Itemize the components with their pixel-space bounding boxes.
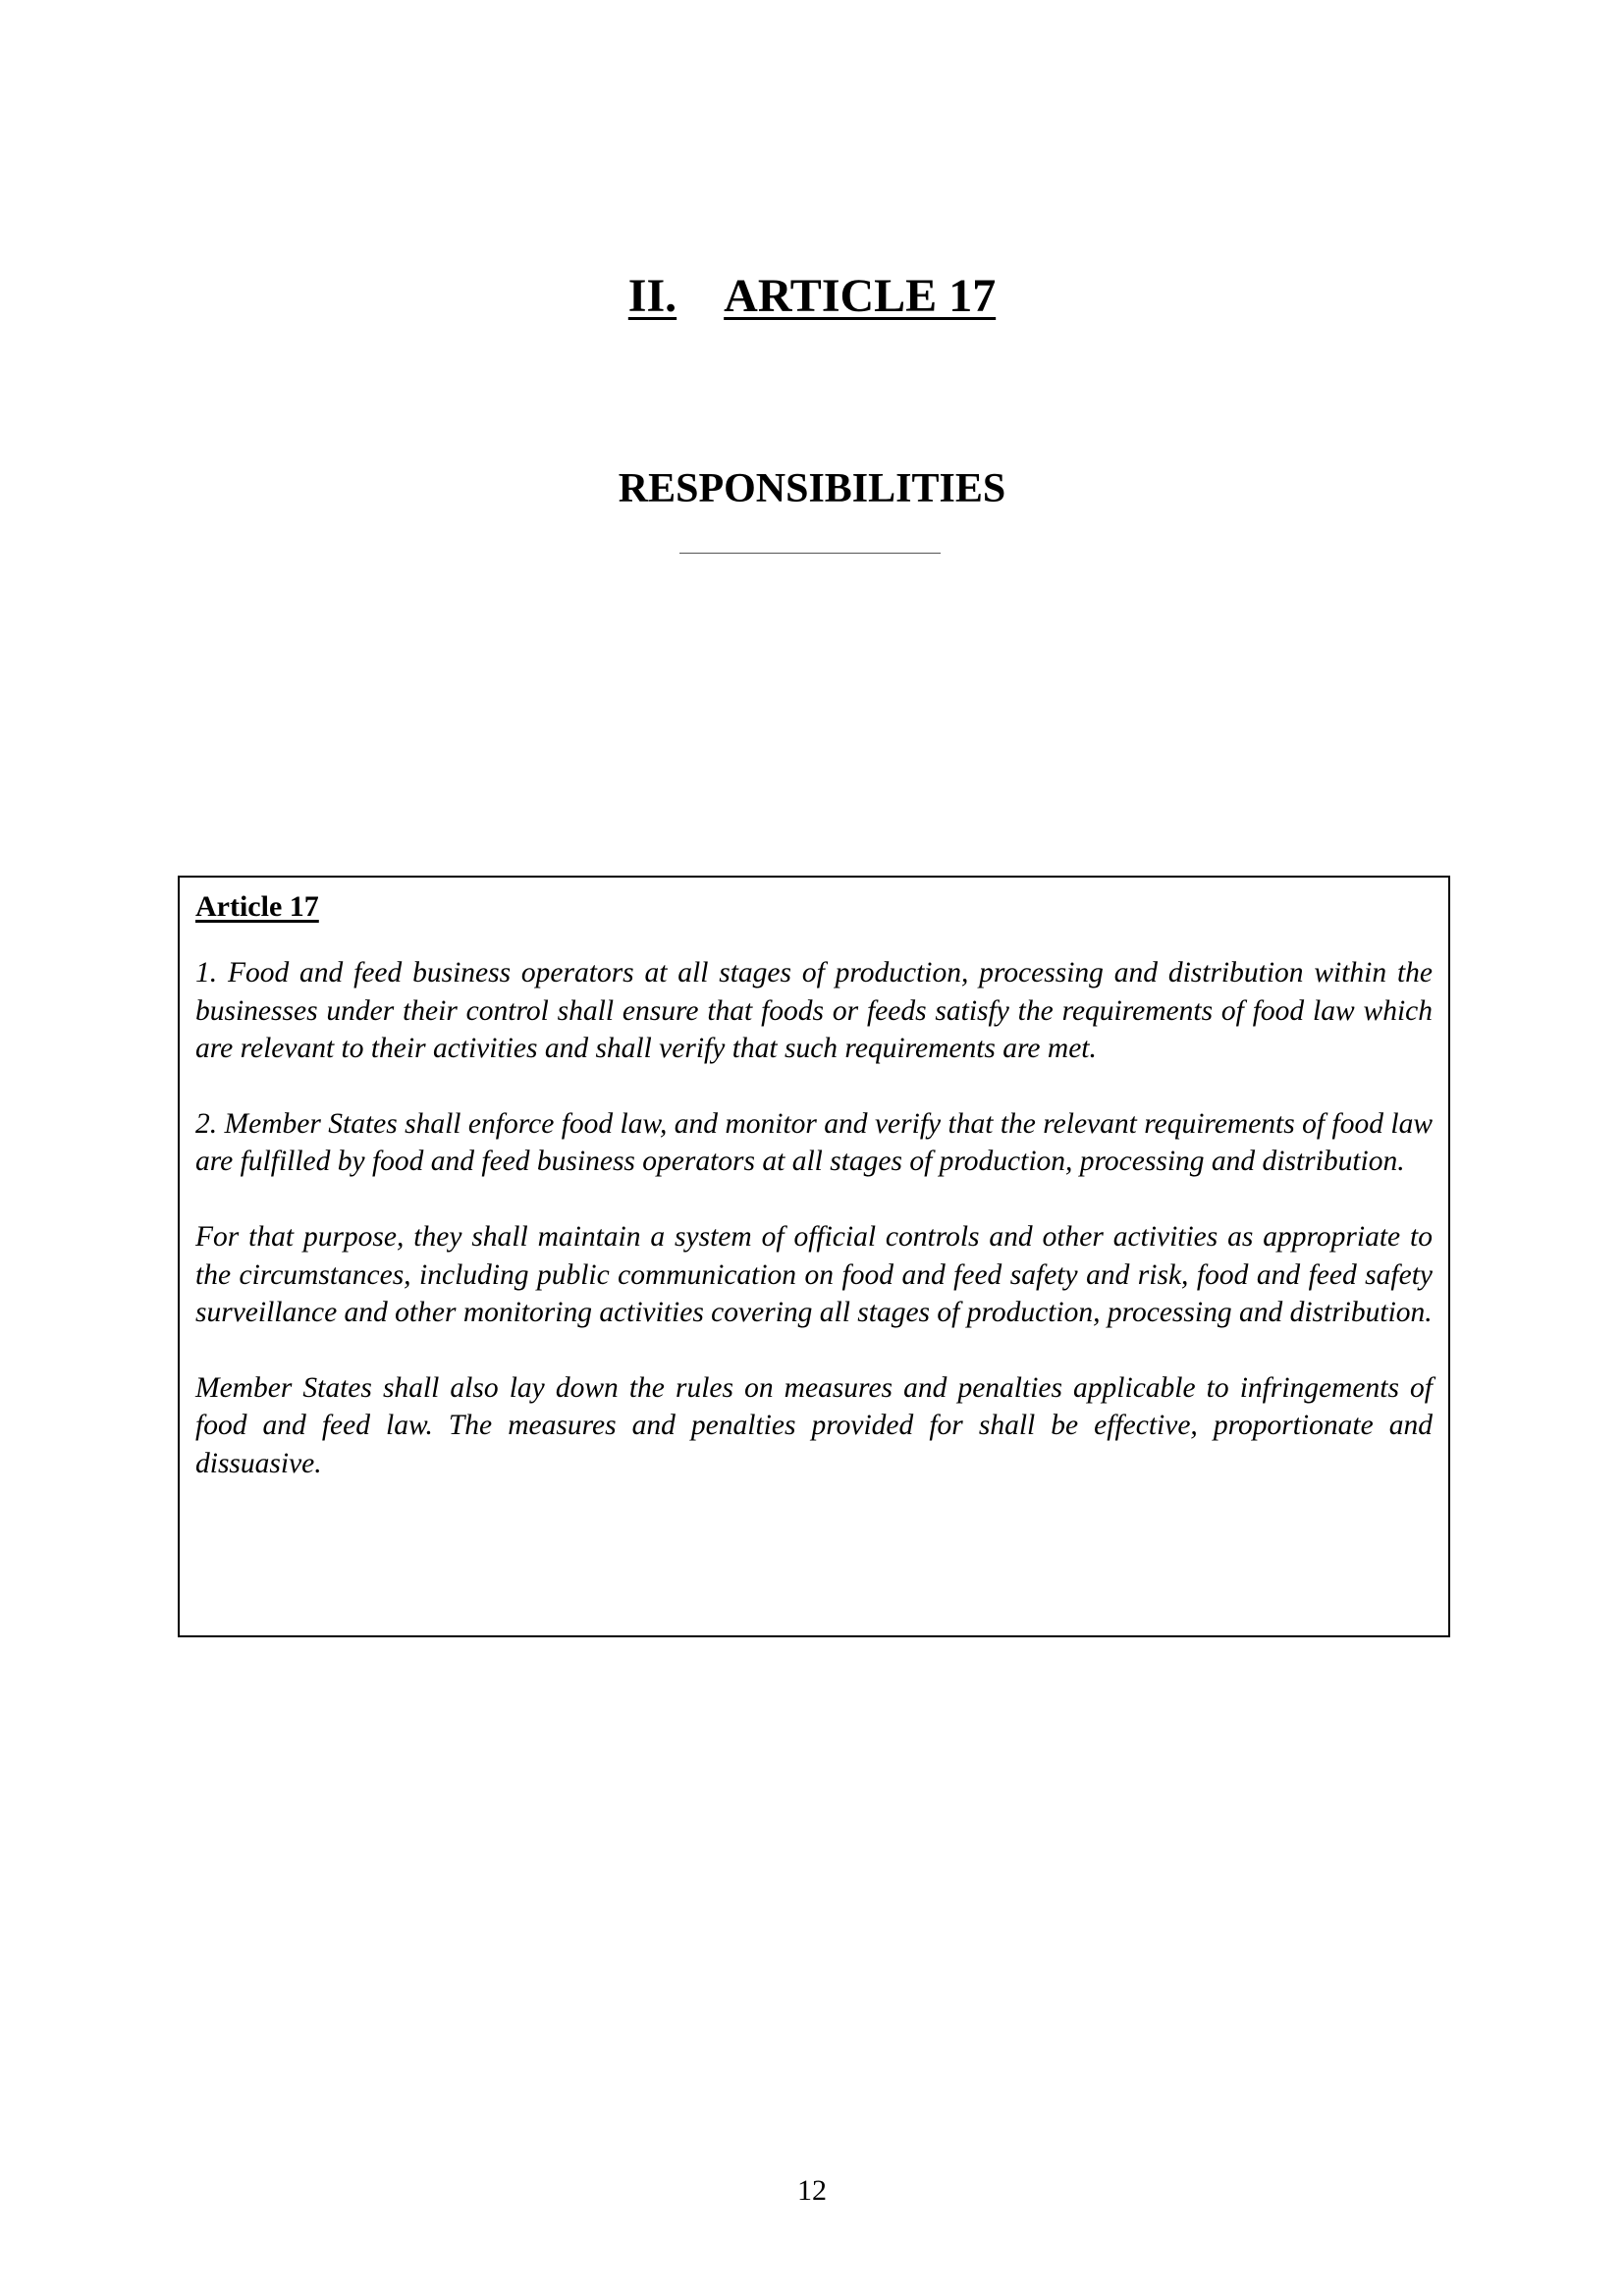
section-number: II. [627,270,677,322]
section-title: ARTICLE 17 [724,270,997,322]
article-paragraph-3: For that purpose, they shall maintain a system of official controls and other activities as appropriate to the circumstances, including public communication on food and feed safety and risk, food and feed safety surveillance and other monitoring activities covering all stages of production, processing and distribution. [195,1220,1433,1329]
section-subtitle: RESPONSIBILITIES [618,466,1006,511]
section-heading [0,267,1624,326]
article-box-title: Article 17 [195,890,319,923]
article-paragraph-1: 1. Food and feed business operators at all stages of production, processing and distribution within the businesses under their control shall ensure that foods or feeds satisfy the requirements of food law which are relevant to their activities and shall verify that such requirements are met. [195,957,1433,1065]
article-paragraph-4: Member States shall also lay down the rules on measures and penalties applicable to infringements of food and feed law. The measures and penalties provided for shall be effective, proportionate and dissuasive. [195,1371,1433,1479]
subtitle-divider [679,553,941,554]
article-paragraph-2: 2. Member States shall enforce food law, and monitor and verify that the relevant requirements of food law are fulfilled by food and feed business operators at all stages of production, processing and distribution. [195,1107,1433,1178]
article-text-box [178,876,1450,1637]
page-number: 12 [797,2174,827,2207]
